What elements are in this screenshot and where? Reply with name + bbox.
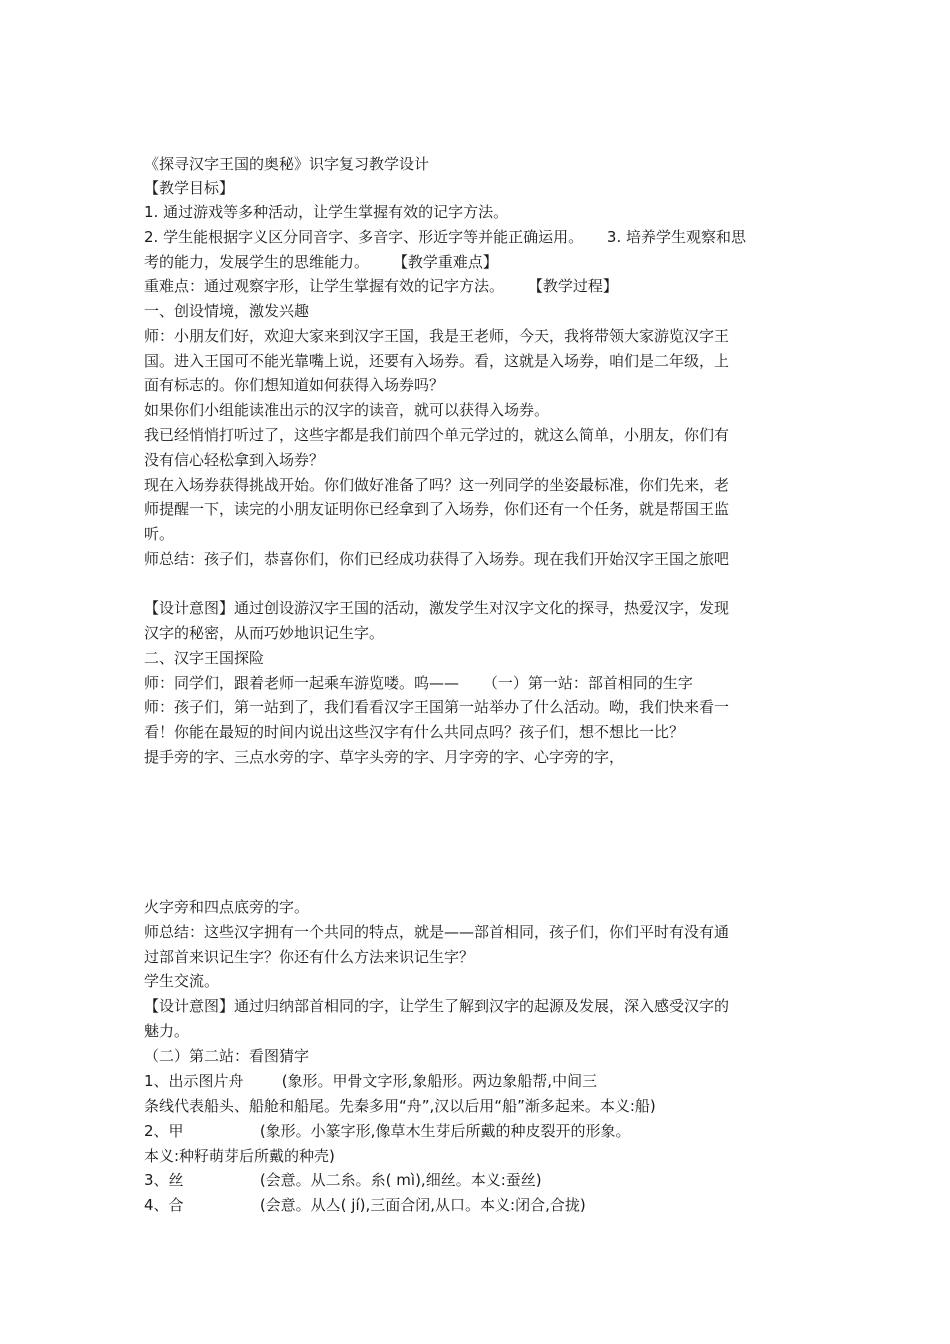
text-line: 考的能力，发展学生的思维能力。 【教学重难点】	[144, 253, 498, 271]
text-line: 现在入场券获得挑战开始。你们做好准备了吗？这一列同学的坐姿最标准，你们先来，老	[144, 476, 730, 494]
text-line: 师总结：孩子们，恭喜你们，你们已经成功获得了入场券。现在我们开始汉字王国之旅吧	[144, 550, 730, 568]
document-title: 《探寻汉字王国的奥秘》识字复习教学设计	[144, 155, 430, 173]
text-line: 重难点：通过观察字形，让学生掌握有效的记字方法。 【教学过程】	[144, 277, 618, 295]
text-line: 没有信心轻松拿到入场券？	[144, 451, 325, 469]
text-line: 看！你能在最短的时间内说出这些汉字有什么共同点吗？孩子们，想不想比一比？	[144, 723, 685, 741]
text-line: 【设计意图】通过归纳部首相同的字，让学生了解到汉字的起源及发展，深入感受汉字的	[144, 997, 730, 1015]
text-line: 面有标志的。你们想知道如何获得入场券吗？	[144, 376, 445, 394]
text-line: 听。	[144, 525, 175, 543]
text-line: 师：孩子们，第一站到了，我们看看汉字王国第一站举办了什么活动。呦，我们快来看一	[144, 698, 730, 716]
text-line: 3、丝 (会意。从二糸。糸( mì),细丝。本义:蚕丝)	[144, 1171, 542, 1189]
text-line: 提手旁的字、三点水旁的字、草字头旁的字、月字旁的字、心字旁的字，	[144, 748, 625, 766]
text-line: 魅力。	[144, 1022, 190, 1040]
text-line: 1. 通过游戏等多种活动，让学生掌握有效的记字方法。	[144, 203, 509, 221]
text-line: 国。进入王国可不能光靠嘴上说，还要有入场券。看，这就是入场券，咱们是二年级，上	[144, 352, 730, 370]
text-line: 【设计意图】通过创设游汉字王国的活动，激发学生对汉字文化的探寻，热爱汉字，发现	[144, 599, 730, 617]
text-line: 2. 学生能根据字义区分同音字、多音字、形近字等并能正确运用。 3. 培养学生观察和思	[144, 228, 747, 246]
text-line: 本义:种籽萌芽后所戴的种壳)	[144, 1147, 335, 1165]
text-line: 学生交流。	[144, 972, 220, 990]
text-line: 火字旁和四点底旁的字。	[144, 898, 310, 916]
section-heading: 一、创设情境，激发兴趣	[144, 302, 310, 320]
text-line: 师提醒一下，读完的小朋友证明你已经拿到了入场券，你们还有一个任务，就是帮国王监	[144, 500, 730, 518]
text-line: 过部首来识记生字？你还有什么方法来识记生字？	[144, 948, 475, 966]
text-line: 4、合 (会意。从亼( jí),三面合闭,从口。本义:闭合,合拢)	[144, 1196, 586, 1214]
text-line: 1、出示图片舟 (象形。甲骨文字形,象船形。两边象船帮,中间三	[144, 1072, 598, 1090]
section-heading: 二、汉字王国探险	[144, 649, 265, 667]
section-heading: （二）第二站：看图猜字	[144, 1047, 310, 1065]
text-line: 师总结：这些汉字拥有一个共同的特点，就是——部首相同，孩子们，你们平时有没有通	[144, 923, 730, 941]
text-line: 条线代表船头、船舱和船尾。先秦多用“舟”,汉以后用“船”渐多起来。本义:船)	[144, 1097, 656, 1115]
text-line: 如果你们小组能读准出示的汉字的读音，就可以获得入场券。	[144, 401, 550, 419]
section-heading-objectives: 【教学目标】	[144, 179, 235, 197]
text-line: 2、甲 (象形。小篆字形,像草木生芽后所戴的种皮裂开的形象。	[144, 1122, 631, 1140]
text-line: 师：同学们，跟着老师一起乘车游览喽。呜—— （一）第一站：部首相同的生字	[144, 674, 693, 692]
text-line: 汉字的秘密，从而巧妙地识记生字。	[144, 624, 385, 642]
text-line: 我已经悄悄打听过了，这些字都是我们前四个单元学过的，就这么简单，小朋友，你们有	[144, 426, 730, 444]
text-line: 师：小朋友们好，欢迎大家来到汉字王国，我是王老师，今天，我将带领大家游览汉字王	[144, 327, 730, 345]
